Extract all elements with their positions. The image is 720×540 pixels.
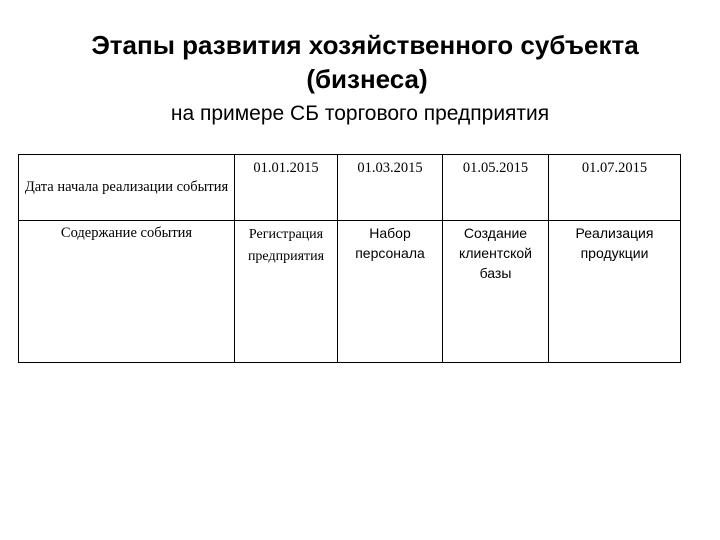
row-header-events: Содержание события [19, 221, 235, 363]
slide-subtitle: на примере СБ торгового предприятия [170, 102, 550, 125]
event-text-3: Создание клиентской базы [459, 225, 532, 281]
event-cell-4 [549, 221, 681, 363]
date-cell-2: 01.03.2015 [338, 155, 443, 221]
date-cell-1: 01.01.2015 [235, 155, 338, 221]
event-text-4: Реализация продукции [575, 225, 654, 261]
row-header-dates: Дата начала реализации события [19, 155, 235, 221]
event-text-1: Регистрация предприятия [247, 227, 325, 264]
event-text-2: Набор персонала [355, 225, 425, 261]
table-row-events [19, 221, 681, 363]
table-row-dates [19, 155, 681, 221]
slide-title-line-2: (бизнеса) [306, 64, 428, 94]
slide-title-line-1: Этапы развития хозяйственного субъекта [91, 30, 639, 60]
slide-header [0, 28, 720, 128]
date-cell-4: 01.07.2015 [549, 155, 681, 221]
event-cell-2 [338, 221, 443, 363]
event-cell-3 [443, 221, 549, 363]
date-cell-3: 01.05.2015 [443, 155, 549, 221]
event-cell-1 [235, 221, 338, 363]
events-table [18, 154, 681, 363]
